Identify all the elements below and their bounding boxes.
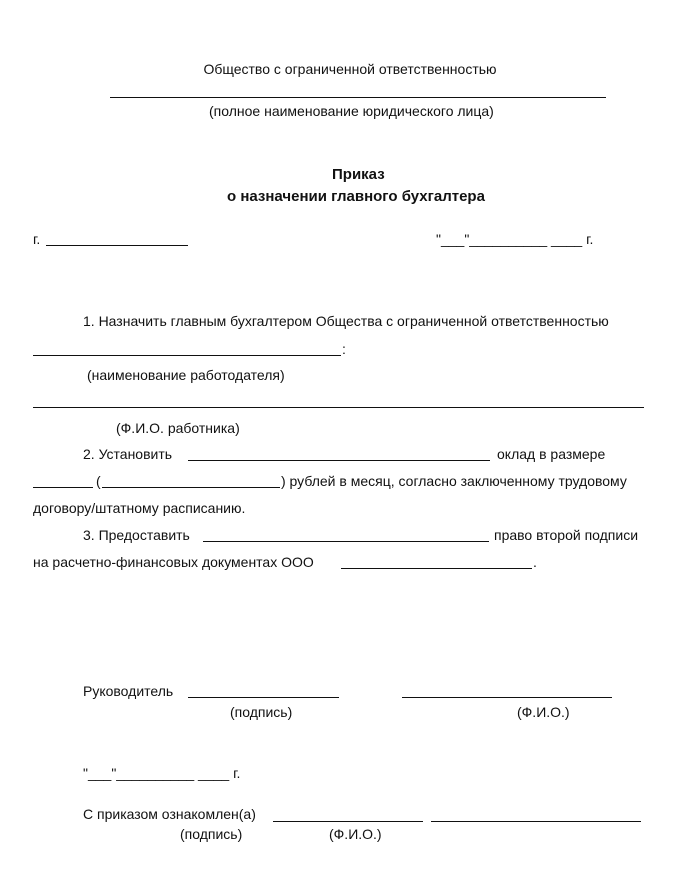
employer-caption: (наименование работодателя) <box>87 367 285 383</box>
acknowledgement-sign-line <box>273 821 423 822</box>
item1-text: 1. Назначить главным бухгалтером Общества с ограниченной ответственностью <box>83 313 609 329</box>
item2-prefix: 2. Установить <box>83 446 173 462</box>
acknowledgement-label: С приказом ознакомлен(а) <box>83 806 256 822</box>
signature-date: "___"__________ ____ г. <box>83 765 241 781</box>
city-prefix: г. <box>33 231 41 247</box>
head-label: Руководитель <box>83 683 174 699</box>
head-sign-caption: (подпись) <box>230 704 293 720</box>
employer-line <box>33 355 341 356</box>
item3-company-line <box>341 568 532 569</box>
item2-line3: договору/штатному расписанию. <box>33 500 246 516</box>
document-title: Приказ <box>332 166 385 183</box>
item2-open-paren: ( <box>96 473 101 489</box>
acknowledgement-sign-caption: (подпись) <box>180 826 243 842</box>
order-date: "___"__________ ____ г. <box>436 231 594 247</box>
item3-line2: на расчетно-финансовых документах ООО <box>33 554 314 570</box>
head-fio-line <box>402 697 612 698</box>
item3-prefix: 3. Предоставить <box>83 527 190 543</box>
item3-person-line <box>203 541 489 542</box>
item2-position-line <box>188 460 490 461</box>
acknowledgement-fio-line <box>431 821 641 822</box>
city-line <box>46 245 188 246</box>
organization-name-caption: (полное наименование юридического лица) <box>209 103 494 119</box>
item2-salary-text: оклад в размере <box>497 446 606 462</box>
head-sign-line <box>188 697 339 698</box>
employee-caption: (Ф.И.О. работника) <box>116 420 240 436</box>
item3-right-text: право второй подписи <box>494 527 639 543</box>
item2-amount-line <box>33 487 93 488</box>
acknowledgement-fio-caption: (Ф.И.О.) <box>329 826 382 842</box>
head-fio-caption: (Ф.И.О.) <box>517 704 570 720</box>
item2-rest-text: ) рублей в месяц, согласно заключенному трудовому <box>281 473 627 489</box>
item2-amount-words-line <box>102 487 280 488</box>
organization-type: Общество с ограниченной ответственностью <box>203 61 497 77</box>
item1-colon: : <box>342 341 346 357</box>
employee-line <box>33 407 644 408</box>
item3-dot: . <box>533 554 537 570</box>
organization-name-line <box>110 97 606 98</box>
document-subtitle: о назначении главного бухгалтера <box>227 188 485 205</box>
